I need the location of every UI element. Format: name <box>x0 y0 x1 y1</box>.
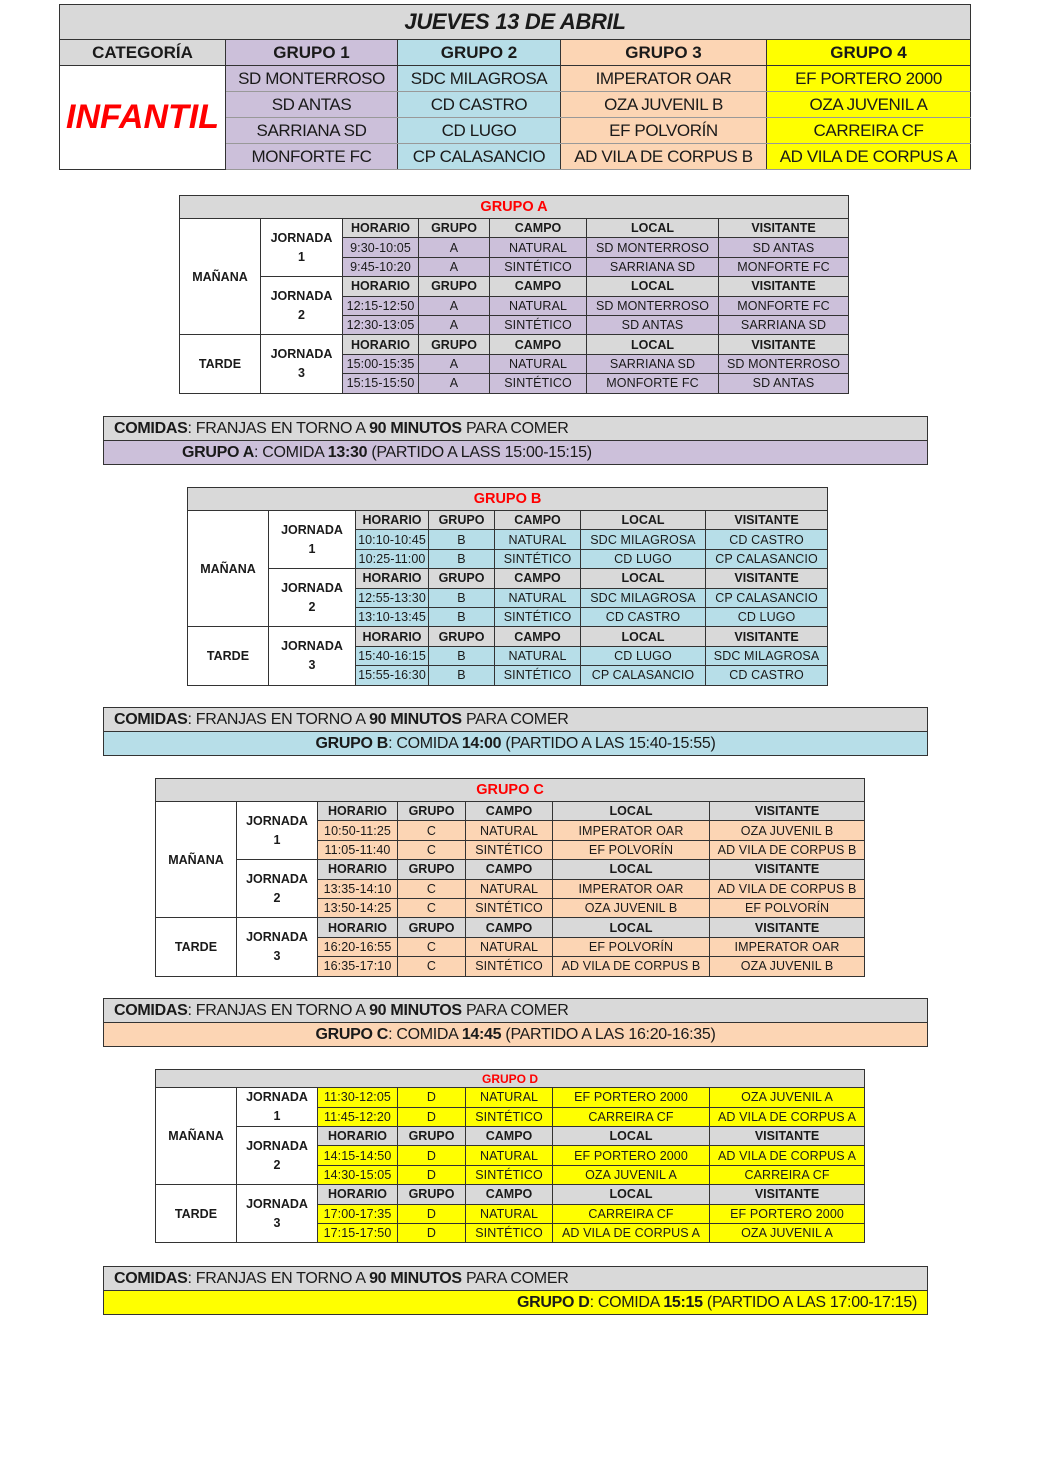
jornada-label <box>237 918 318 976</box>
jornada-text: JORNADA <box>246 1138 308 1153</box>
match-home-team: SARRIANA SD <box>587 354 719 373</box>
match-away-team: OZA JUVENIL B <box>710 957 865 976</box>
meal-rule-line <box>104 417 927 441</box>
groups-summary-table <box>59 4 971 170</box>
team-cell: EF POLVORÍN <box>561 118 767 144</box>
match-time: 12:55-13:30 <box>356 588 429 607</box>
category-label: INFANTIL <box>60 66 226 170</box>
match-time: 13:50-14:25 <box>318 898 398 917</box>
column-header-grupo: GRUPO <box>419 219 490 238</box>
match-away-team: AD VILA DE CORPUS A <box>710 1146 865 1165</box>
match-field: NATURAL <box>490 296 587 315</box>
match-time: 15:40-16:15 <box>356 646 429 665</box>
match-away-team: CD LUGO <box>706 607 828 626</box>
meal-text: : FRANJAS EN TORNO A <box>187 1002 370 1019</box>
jornada-label <box>237 860 318 918</box>
match-away-team: OZA JUVENIL A <box>710 1223 865 1242</box>
column-header-grupo: GRUPO <box>429 569 495 588</box>
match-away-team: MONFORTE FC <box>719 257 849 276</box>
meal-match-text: (PARTIDO A LASS 15:00-15:15) <box>367 444 592 461</box>
match-time: 10:50-11:25 <box>318 821 398 840</box>
meal-match-text: (PARTIDO A LAS 17:00-17:15) <box>702 1294 917 1311</box>
column-header-campo: CAMPO <box>490 277 587 296</box>
match-group: B <box>429 530 495 549</box>
meal-text: : COMIDA <box>253 444 328 461</box>
team-cell: CD CASTRO <box>398 92 561 118</box>
column-header-local: LOCAL <box>587 277 719 296</box>
match-away-team: SD MONTERROSO <box>719 354 849 373</box>
match-group: D <box>398 1146 466 1165</box>
jornada-number: 1 <box>308 541 316 556</box>
schedule-table-grupo-d <box>155 1069 865 1243</box>
jornada-number: 2 <box>298 307 305 322</box>
match-group: B <box>429 666 495 685</box>
match-time: 12:15-12:50 <box>343 296 419 315</box>
match-time: 14:30-15:05 <box>318 1165 398 1184</box>
turno-tarde: TARDE <box>180 335 261 393</box>
match-group: B <box>429 646 495 665</box>
meal-duration: 90 MINUTOS <box>369 1002 462 1019</box>
meal-duration: 90 MINUTOS <box>369 1270 462 1287</box>
column-header-horario: HORARIO <box>318 1127 398 1146</box>
match-time: 11:05-11:40 <box>318 840 398 859</box>
column-header-horario: HORARIO <box>356 511 429 530</box>
match-away-team: MONFORTE FC <box>719 296 849 315</box>
column-header-campo: CAMPO <box>466 918 553 937</box>
turno-tarde: TARDE <box>156 918 237 976</box>
match-field: SINTÉTICO <box>490 374 587 393</box>
match-group: C <box>398 937 466 956</box>
jornada-label <box>237 1088 318 1127</box>
group-2-header: GRUPO 2 <box>398 40 561 66</box>
match-away-team: EF PORTERO 2000 <box>710 1204 865 1223</box>
column-header-visitante: VISITANTE <box>710 1185 865 1204</box>
match-group: D <box>398 1107 466 1127</box>
match-field: SINTÉTICO <box>495 549 581 568</box>
match-field: SINTÉTICO <box>466 1107 553 1127</box>
jornada-number: 2 <box>308 599 316 614</box>
column-header-grupo: GRUPO <box>419 335 490 354</box>
team-cell: SD MONTERROSO <box>226 66 398 92</box>
column-header-visitante: VISITANTE <box>719 219 849 238</box>
match-home-team: IMPERATOR OAR <box>553 879 710 898</box>
match-time: 14:15-14:50 <box>318 1146 398 1165</box>
column-header-horario: HORARIO <box>318 918 398 937</box>
match-field: NATURAL <box>466 1204 553 1223</box>
jornada-text: JORNADA <box>270 346 333 361</box>
meal-label: COMIDAS <box>114 420 188 437</box>
meal-info-grupo-c <box>103 998 928 1047</box>
match-time: 17:15-17:50 <box>318 1223 398 1242</box>
category-header: CATEGORÍA <box>60 40 226 66</box>
schedule-table-grupo-b <box>187 487 828 686</box>
turno-manana: MAÑANA <box>156 802 237 918</box>
jornada-label <box>237 802 318 860</box>
meal-text: PARA COMER <box>461 1002 569 1019</box>
column-header-visitante: VISITANTE <box>706 569 828 588</box>
meal-duration: 90 MINUTOS <box>369 420 462 437</box>
jornada-label <box>237 1127 318 1185</box>
match-home-team: SDC MILAGROSA <box>581 530 706 549</box>
column-header-visitante: VISITANTE <box>719 335 849 354</box>
column-header-visitante: VISITANTE <box>710 1127 865 1146</box>
match-field: NATURAL <box>466 879 553 898</box>
jornada-number: 3 <box>273 1215 281 1230</box>
column-header-local: LOCAL <box>587 335 719 354</box>
match-time: 16:20-16:55 <box>318 937 398 956</box>
jornada-text: JORNADA <box>281 638 343 653</box>
turno-tarde: TARDE <box>188 627 269 685</box>
meal-group-name: GRUPO B <box>315 735 389 752</box>
jornada-text: JORNADA <box>246 871 308 886</box>
jornada-label <box>269 511 356 569</box>
column-header-grupo: GRUPO <box>398 860 466 879</box>
match-time: 15:15-15:50 <box>343 374 419 393</box>
column-header-local: LOCAL <box>581 627 706 646</box>
column-header-local: LOCAL <box>581 569 706 588</box>
column-header-local: LOCAL <box>553 1127 710 1146</box>
match-field: SINTÉTICO <box>495 666 581 685</box>
meal-group-line <box>104 732 927 755</box>
match-group: A <box>419 374 490 393</box>
column-header-horario: HORARIO <box>318 860 398 879</box>
column-header-horario: HORARIO <box>318 802 398 821</box>
column-header-horario: HORARIO <box>343 277 419 296</box>
match-home-team: CD CASTRO <box>581 607 706 626</box>
team-cell: AD VILA DE CORPUS B <box>561 144 767 170</box>
team-cell: MONFORTE FC <box>226 144 398 170</box>
match-home-team: CP CALASANCIO <box>581 666 706 685</box>
meal-time: 14:45 <box>461 1026 502 1043</box>
match-home-team: AD VILA DE CORPUS A <box>553 1223 710 1242</box>
meal-match-text: (PARTIDO A LAS 16:20-16:35) <box>501 1026 716 1043</box>
match-away-team: AD VILA DE CORPUS A <box>710 1107 865 1127</box>
match-home-team: CARREIRA CF <box>553 1204 710 1223</box>
jornada-number: 3 <box>298 365 305 380</box>
match-field: SINTÉTICO <box>490 315 587 334</box>
match-home-team: OZA JUVENIL A <box>553 1165 710 1184</box>
column-header-grupo: GRUPO <box>398 802 466 821</box>
match-time: 16:35-17:10 <box>318 957 398 976</box>
column-header-campo: CAMPO <box>466 860 553 879</box>
jornada-number: 1 <box>298 249 305 264</box>
match-field: NATURAL <box>466 937 553 956</box>
meal-text: : COMIDA <box>388 735 462 752</box>
column-header-horario: HORARIO <box>343 335 419 354</box>
match-time: 13:35-14:10 <box>318 879 398 898</box>
match-group: C <box>398 957 466 976</box>
column-header-campo: CAMPO <box>466 802 553 821</box>
meal-text: : FRANJAS EN TORNO A <box>187 420 370 437</box>
team-cell: CARREIRA CF <box>767 118 971 144</box>
column-header-grupo: GRUPO <box>398 1185 466 1204</box>
team-cell: EF PORTERO 2000 <box>767 66 971 92</box>
match-away-team: CP CALASANCIO <box>706 549 828 568</box>
match-time: 12:30-13:05 <box>343 315 419 334</box>
turno-manana: MAÑANA <box>156 1088 237 1185</box>
match-away-team: IMPERATOR OAR <box>710 937 865 956</box>
match-group: A <box>419 238 490 257</box>
match-field: NATURAL <box>495 588 581 607</box>
match-field: NATURAL <box>495 530 581 549</box>
meal-text: : FRANJAS EN TORNO A <box>187 711 370 728</box>
match-time: 9:45-10:20 <box>343 257 419 276</box>
match-field: SINTÉTICO <box>490 257 587 276</box>
jornada-number: 1 <box>273 1109 281 1123</box>
match-away-team: CD CASTRO <box>706 530 828 549</box>
match-group: C <box>398 821 466 840</box>
jornada-text: JORNADA <box>270 230 333 245</box>
group-3-header: GRUPO 3 <box>561 40 767 66</box>
match-away-team: AD VILA DE CORPUS B <box>710 879 865 898</box>
meal-match-text: (PARTIDO A LAS 15:40-15:55) <box>501 735 716 752</box>
team-cell: OZA JUVENIL B <box>561 92 767 118</box>
column-header-horario: HORARIO <box>318 1185 398 1204</box>
column-header-visitante: VISITANTE <box>710 860 865 879</box>
match-group: D <box>398 1165 466 1184</box>
match-group: A <box>419 296 490 315</box>
match-field: SINTÉTICO <box>466 840 553 859</box>
column-header-grupo: GRUPO <box>429 511 495 530</box>
match-home-team: AD VILA DE CORPUS B <box>553 957 710 976</box>
meal-rule-line <box>104 1267 927 1291</box>
jornada-number: 3 <box>273 948 281 963</box>
jornada-number: 1 <box>273 832 281 847</box>
meal-group-line <box>104 1291 927 1314</box>
match-field: SINTÉTICO <box>466 1165 553 1184</box>
column-header-campo: CAMPO <box>490 335 587 354</box>
column-header-campo: CAMPO <box>466 1127 553 1146</box>
match-group: D <box>398 1088 466 1108</box>
group-title: GRUPO B <box>188 488 828 511</box>
jornada-text: JORNADA <box>246 813 308 828</box>
jornada-label <box>269 569 356 627</box>
column-header-campo: CAMPO <box>466 1185 553 1204</box>
column-header-visitante: VISITANTE <box>710 802 865 821</box>
column-header-grupo: GRUPO <box>419 277 490 296</box>
jornada-text: JORNADA <box>281 580 343 595</box>
match-group: D <box>398 1204 466 1223</box>
meal-info-grupo-b <box>103 707 928 756</box>
match-away-team: EF POLVORÍN <box>710 898 865 917</box>
meal-duration: 90 MINUTOS <box>369 711 462 728</box>
match-field: SINTÉTICO <box>466 1223 553 1242</box>
column-header-local: LOCAL <box>587 219 719 238</box>
match-home-team: SARRIANA SD <box>587 257 719 276</box>
match-time: 13:10-13:45 <box>356 607 429 626</box>
match-home-team: MONFORTE FC <box>587 374 719 393</box>
group-title: GRUPO D <box>156 1070 865 1088</box>
turno-manana: MAÑANA <box>188 511 269 627</box>
column-header-campo: CAMPO <box>490 219 587 238</box>
team-cell: SARRIANA SD <box>226 118 398 144</box>
group-title: GRUPO A <box>180 196 849 219</box>
match-field: SINTÉTICO <box>466 957 553 976</box>
meal-label: COMIDAS <box>114 1270 188 1287</box>
column-header-local: LOCAL <box>581 511 706 530</box>
jornada-text: JORNADA <box>270 288 333 303</box>
column-header-local: LOCAL <box>553 802 710 821</box>
match-home-team: SD MONTERROSO <box>587 296 719 315</box>
jornada-text: JORNADA <box>246 929 308 944</box>
match-group: A <box>419 354 490 373</box>
turno-tarde: TARDE <box>156 1185 237 1243</box>
meal-group-line <box>104 1023 927 1046</box>
meal-time: 15:15 <box>663 1294 703 1311</box>
column-header-horario: HORARIO <box>356 627 429 646</box>
meal-rule-line <box>104 708 927 732</box>
column-header-campo: CAMPO <box>495 511 581 530</box>
meal-time: 13:30 <box>327 444 368 461</box>
column-header-visitante: VISITANTE <box>706 627 828 646</box>
meal-group-name: GRUPO A <box>182 444 254 461</box>
match-away-team: SD ANTAS <box>719 374 849 393</box>
meal-label: COMIDAS <box>114 711 188 728</box>
match-home-team: EF POLVORÍN <box>553 937 710 956</box>
match-away-team: AD VILA DE CORPUS B <box>710 840 865 859</box>
group-title: GRUPO C <box>156 779 865 802</box>
meal-group-name: GRUPO C <box>315 1026 389 1043</box>
jornada-text: JORNADA <box>281 522 343 537</box>
match-home-team: EF PORTERO 2000 <box>553 1088 710 1108</box>
jornada-number: 3 <box>308 657 316 672</box>
team-cell: SD ANTAS <box>226 92 398 118</box>
match-away-team: SDC MILAGROSA <box>706 646 828 665</box>
page-title: JUEVES 13 DE ABRIL <box>60 5 971 40</box>
column-header-visitante: VISITANTE <box>719 277 849 296</box>
match-field: NATURAL <box>466 821 553 840</box>
meal-time: 14:00 <box>461 735 502 752</box>
match-field: NATURAL <box>466 1146 553 1165</box>
match-time: 11:30-12:05 <box>318 1088 398 1108</box>
match-home-team: SDC MILAGROSA <box>581 588 706 607</box>
match-home-team: EF POLVORÍN <box>553 840 710 859</box>
column-header-grupo: GRUPO <box>429 627 495 646</box>
team-cell: IMPERATOR OAR <box>561 66 767 92</box>
meal-text: PARA COMER <box>461 420 569 437</box>
match-group: B <box>429 607 495 626</box>
match-home-team: SD ANTAS <box>587 315 719 334</box>
match-time: 15:55-16:30 <box>356 666 429 685</box>
match-away-team: SARRIANA SD <box>719 315 849 334</box>
meal-text: PARA COMER <box>461 711 569 728</box>
match-field: SINTÉTICO <box>495 607 581 626</box>
match-group: B <box>429 549 495 568</box>
match-group: A <box>419 315 490 334</box>
match-home-team: CD LUGO <box>581 646 706 665</box>
match-group: C <box>398 898 466 917</box>
jornada-number: 2 <box>273 1157 281 1172</box>
column-header-local: LOCAL <box>553 860 710 879</box>
meal-text: : FRANJAS EN TORNO A <box>187 1270 370 1287</box>
match-row <box>156 1088 865 1108</box>
meal-info-grupo-a <box>103 416 928 465</box>
match-group: B <box>429 588 495 607</box>
jornada-label <box>261 277 343 335</box>
match-group: D <box>398 1223 466 1242</box>
jornada-text: JORNADA <box>246 1196 308 1211</box>
match-group: A <box>419 257 490 276</box>
schedule-table-grupo-a <box>179 195 849 394</box>
column-header-horario: HORARIO <box>356 569 429 588</box>
column-header-grupo: GRUPO <box>398 1127 466 1146</box>
column-header-local: LOCAL <box>553 1185 710 1204</box>
group-1-header: GRUPO 1 <box>226 40 398 66</box>
match-away-team: CD CASTRO <box>706 666 828 685</box>
match-away-team: SD ANTAS <box>719 238 849 257</box>
match-time: 10:10-10:45 <box>356 530 429 549</box>
jornada-label <box>261 335 343 393</box>
match-time: 11:45-12:20 <box>318 1107 398 1127</box>
meal-text: : COMIDA <box>589 1294 664 1311</box>
match-field: SINTÉTICO <box>466 898 553 917</box>
match-time: 10:25-11:00 <box>356 549 429 568</box>
match-away-team: OZA JUVENIL A <box>710 1088 865 1108</box>
match-home-team: CARREIRA CF <box>553 1107 710 1127</box>
jornada-number: 2 <box>273 890 281 905</box>
meal-info-grupo-d <box>103 1266 928 1315</box>
jornada-label <box>261 219 343 277</box>
match-field: NATURAL <box>490 238 587 257</box>
column-header-visitante: VISITANTE <box>706 511 828 530</box>
match-group: C <box>398 879 466 898</box>
column-header-visitante: VISITANTE <box>710 918 865 937</box>
match-time: 17:00-17:35 <box>318 1204 398 1223</box>
match-time: 9:30-10:05 <box>343 238 419 257</box>
match-home-team: IMPERATOR OAR <box>553 821 710 840</box>
column-header-local: LOCAL <box>553 918 710 937</box>
schedule-table-grupo-c <box>155 778 865 977</box>
meal-text: : COMIDA <box>388 1026 462 1043</box>
match-field: NATURAL <box>490 354 587 373</box>
match-away-team: OZA JUVENIL B <box>710 821 865 840</box>
meal-rule-line <box>104 999 927 1023</box>
meal-group-name: GRUPO D <box>516 1294 590 1311</box>
group-4-header: GRUPO 4 <box>767 40 971 66</box>
team-cell: CD LUGO <box>398 118 561 144</box>
meal-group-line <box>104 441 927 464</box>
meal-text: PARA COMER <box>461 1270 569 1287</box>
column-header-grupo: GRUPO <box>398 918 466 937</box>
match-field: NATURAL <box>495 646 581 665</box>
jornada-text: JORNADA <box>246 1090 308 1104</box>
team-cell: CP CALASANCIO <box>398 144 561 170</box>
column-header-campo: CAMPO <box>495 627 581 646</box>
match-field: NATURAL <box>466 1088 553 1108</box>
jornada-label <box>269 627 356 685</box>
match-away-team: CARREIRA CF <box>710 1165 865 1184</box>
match-time: 15:00-15:35 <box>343 354 419 373</box>
team-cell: AD VILA DE CORPUS A <box>767 144 971 170</box>
match-home-team: SD MONTERROSO <box>587 238 719 257</box>
meal-label: COMIDAS <box>114 1002 188 1019</box>
team-cell: SDC MILAGROSA <box>398 66 561 92</box>
team-cell: OZA JUVENIL A <box>767 92 971 118</box>
column-header-horario: HORARIO <box>343 219 419 238</box>
match-away-team: CP CALASANCIO <box>706 588 828 607</box>
match-group: C <box>398 840 466 859</box>
match-home-team: OZA JUVENIL B <box>553 898 710 917</box>
column-header-campo: CAMPO <box>495 569 581 588</box>
match-home-team: EF PORTERO 2000 <box>553 1146 710 1165</box>
match-home-team: CD LUGO <box>581 549 706 568</box>
turno-manana: MAÑANA <box>180 219 261 335</box>
jornada-label <box>237 1185 318 1243</box>
